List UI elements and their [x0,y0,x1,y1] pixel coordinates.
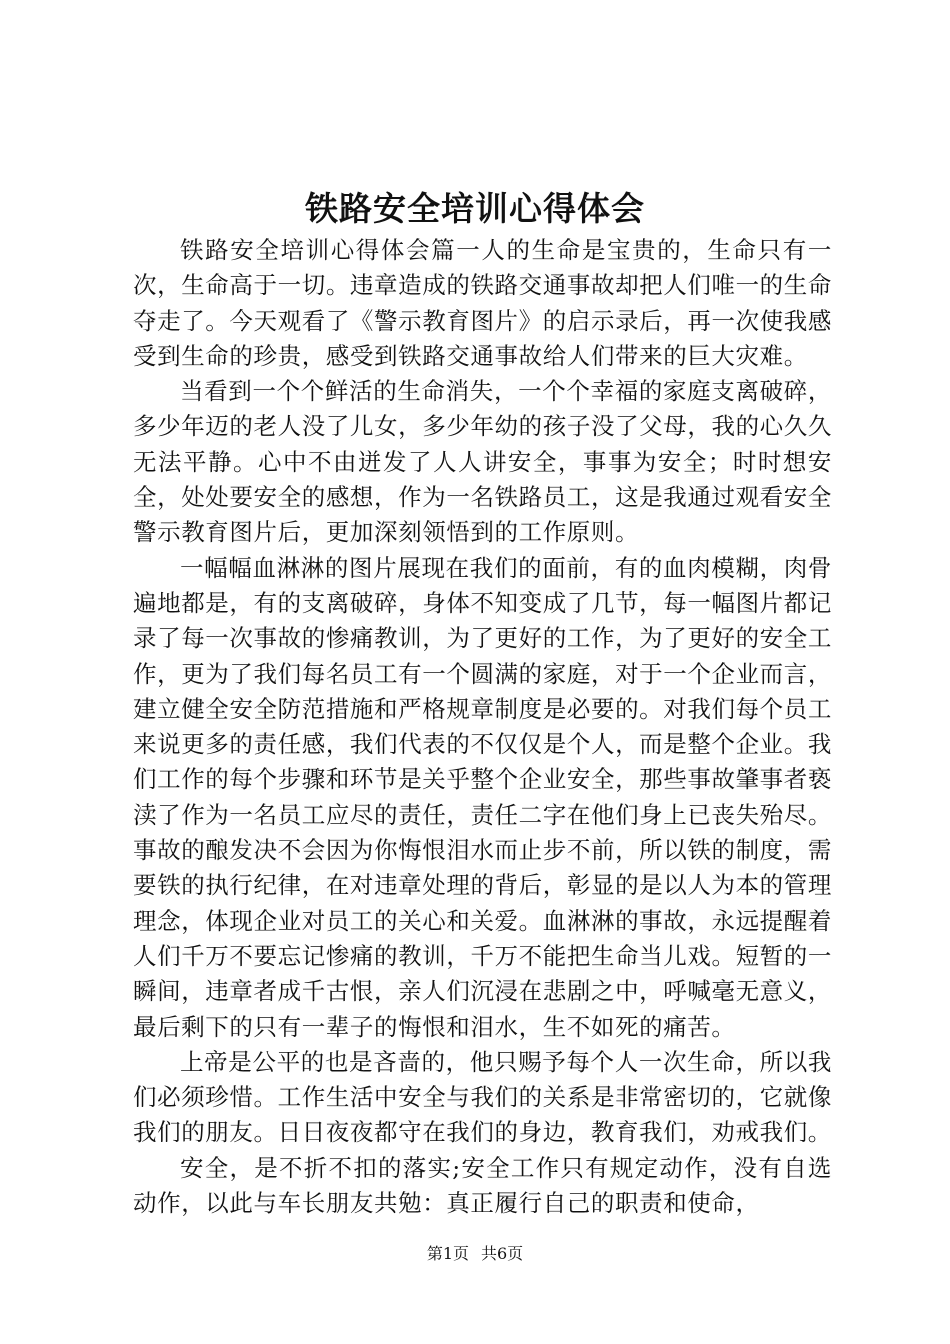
paragraph-2: 当看到一个个鲜活的生命消失，一个个幸福的家庭支离破碎，多少年迈的老人没了儿女，多少年幼的孩子没了父母，我的心久久无法平静。心中不由迸发了人人讲安全，事事为安全；时时想安全，处处要安全的感想，作为一名铁路员工，这是我通过观看安全警示教育图片后，更加深刻领悟到的工作原则。 [133,377,832,547]
page-number: 第1页 [426,1244,469,1263]
paragraph-1: 铁路安全培训心得体会篇一人的生命是宝贵的，生命只有一次，生命高于一切。违章造成的铁路交通事故却把人们唯一的生命夺走了。今天观看了《警示教育图片》的启示录后，再一次使我感受到生命的珍贵，感受到铁路交通事故给人们带来的巨大灾难。 [133,236,832,370]
page-total: 共6页 [481,1244,524,1263]
document-body [133,233,832,1221]
paragraph-5: 安全，是不折不扣的落实;安全工作只有规定动作，没有自选动作，以此与车长朋友共勉：真正履行自己的职责和使命， [133,1153,832,1218]
paragraph-3: 一幅幅血淋淋的图片展现在我们的面前，有的血肉模糊，肉骨遍地都是，有的支离破碎，身体不知变成了几节，每一幅图片都记录了每一次事故的惨痛教训，为了更好的工作，为了更好的安全工作，更为了我们每名员工有一个圆满的家庭，对于一个企业而言，建立健全安全防范措施和严格规章制度是必要的。对我们每个员工来说更多的责任感，我们代表的不仅仅是个人，而是整个企业。我们工作的每个步骤和环节是关乎整个企业安全，那些事故肇事者亵渎了作为一名员工应尽的责任，责任二字在他们身上已丧失殆尽。事故的酿发决不会因为你悔恨泪水而止步不前，所以铁的制度，需要铁的执行纪律，在对违章处理的背后，彰显的是以人为本的管理理念，体现企业对员工的关心和关爱。血淋淋的事故，永远提醒着人们千万不要忘记惨痛的教训，千万不能把生命当儿戏。短暂的一瞬间，违章者成千古恨，亲人们沉浸在悲剧之中，呼喊毫无意义，最后剩下的只有一辈子的悔恨和泪水，生不如死的痛苦。 [133,553,832,1041]
document-title: 铁路安全培训心得体会 [305,189,645,228]
paragraph-4: 上帝是公平的也是吝啬的，他只赐予每个人一次生命，所以我们必须珍惜。工作生活中安全与我们的关系是非常密切的，它就像我们的朋友。日日夜夜都守在我们的身边，教育我们，劝戒我们。 [133,1047,832,1147]
page-footer [0,1243,950,1265]
